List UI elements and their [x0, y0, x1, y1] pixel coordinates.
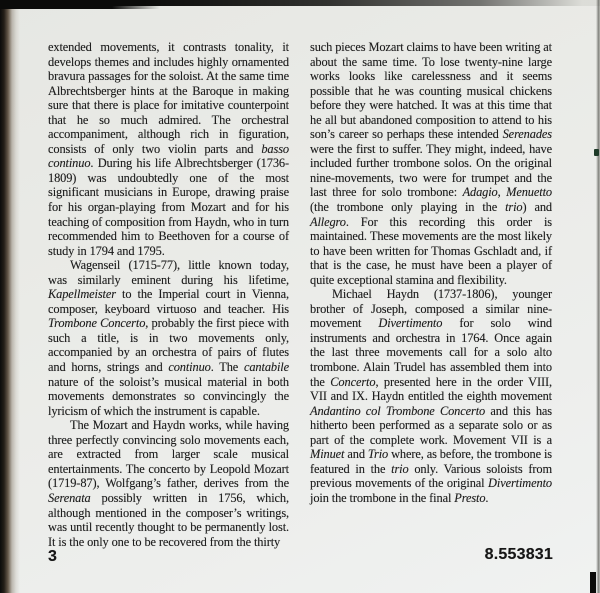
- paragraph: Wagenseil (1715-77), little known today, was similarly eminent during his lifetime, Kapellmeister to the Imperial court in Vienna, composer, keyboard virtuoso and teacher. His Trombone Concerto, probably the first piece with such a title, is in two movements only, accompanied by an orchestra of pairs of flutes and horns, strings and continuo. The cantabile nature of the soloist’s musical material in both movements demonstrates so convincingly the lyricism of which the instrument is capable.: [48, 258, 289, 418]
- scan-right-edge-blob: [594, 149, 599, 156]
- catalog-number: 8.553831: [484, 546, 553, 563]
- text-column-left: [48, 40, 289, 549]
- paragraph: extended movements, it contrasts tonality, it develops themes and includes highly ornamented bravura passages for the soloist. At the same time Albrechtsberger hints at the Baroque in making sure that there is place for imitative counterpoint that he so much admired. The orchestral accompaniment, although rich in figuration, consists of only two violin parts and basso continuo. During his life Albrechtsberger (1736-1809) was undoubtedly one of the most significant musicians in Europe, drawing praise for his organ-playing from Mozart and for his teaching of composition from Haydn, who in turn recommended him to Beethoven for a course of study in 1794 and 1795.: [48, 40, 289, 258]
- paragraph: such pieces Mozart claims to have been writing at about the same time. To lose twenty-nine large works looks like carelessness and it seems possible that he was counting musical chickens before they were hatched. It was at this time that he all but abandoned composition to attend to his son’s career so perhaps these intended Serenades were the first to suffer. They might, indeed, have included further trombone solos. On the original nine-movements, two were for trumpet and the last three for solo trombone: Adagio, Menuetto (the trombone only playing in the trio) and Allegro. For this recording this order is maintained. These movements are the most likely to have been written for Thomas Gschladt and, if that is the case, he must have been a player of quite exceptional stamina and flexibility.: [310, 40, 553, 287]
- scan-top-left-edge: [0, 0, 160, 9]
- scan-right-edge: [596, 0, 600, 593]
- scan-bottom-right-notch: [590, 572, 596, 593]
- paragraph: The Mozart and Haydn works, while having three perfectly convincing solo movements each, are extracted from larger scale musical entertainments. The concerto by Leopold Mozart (1719-87), Wolfgang’s father, derives from the Serenata possibly written in 1756, which, although mentioned in the composer’s writings, was until recently thought to be permanently lost. It is the only one to be recovered from the thirty: [48, 418, 289, 549]
- page-number: 3: [48, 548, 57, 565]
- text-column-right: [310, 40, 552, 506]
- scan-left-spine-edge: [0, 0, 20, 593]
- paragraph: Michael Haydn (1737-1806), younger brother of Joseph, composed a similar nine-movement Divertimento for solo wind instruments and orchestra in 1764. Once again the last three movements call for a solo alto trombone. Alain Trudel has assembled them into the Concerto, presented here in the order VIII, VII and IX. Haydn entitled the eighth movement Andantino col Trombone Concerto and this has hitherto been performed as a separate solo or as part of the complete work. Movement VII is a Minuet and Trio where, as before, the trombone is featured in the trio only. Various soloists from previous movements of the original Divertimento join the trombone in the final Presto.: [310, 287, 553, 505]
